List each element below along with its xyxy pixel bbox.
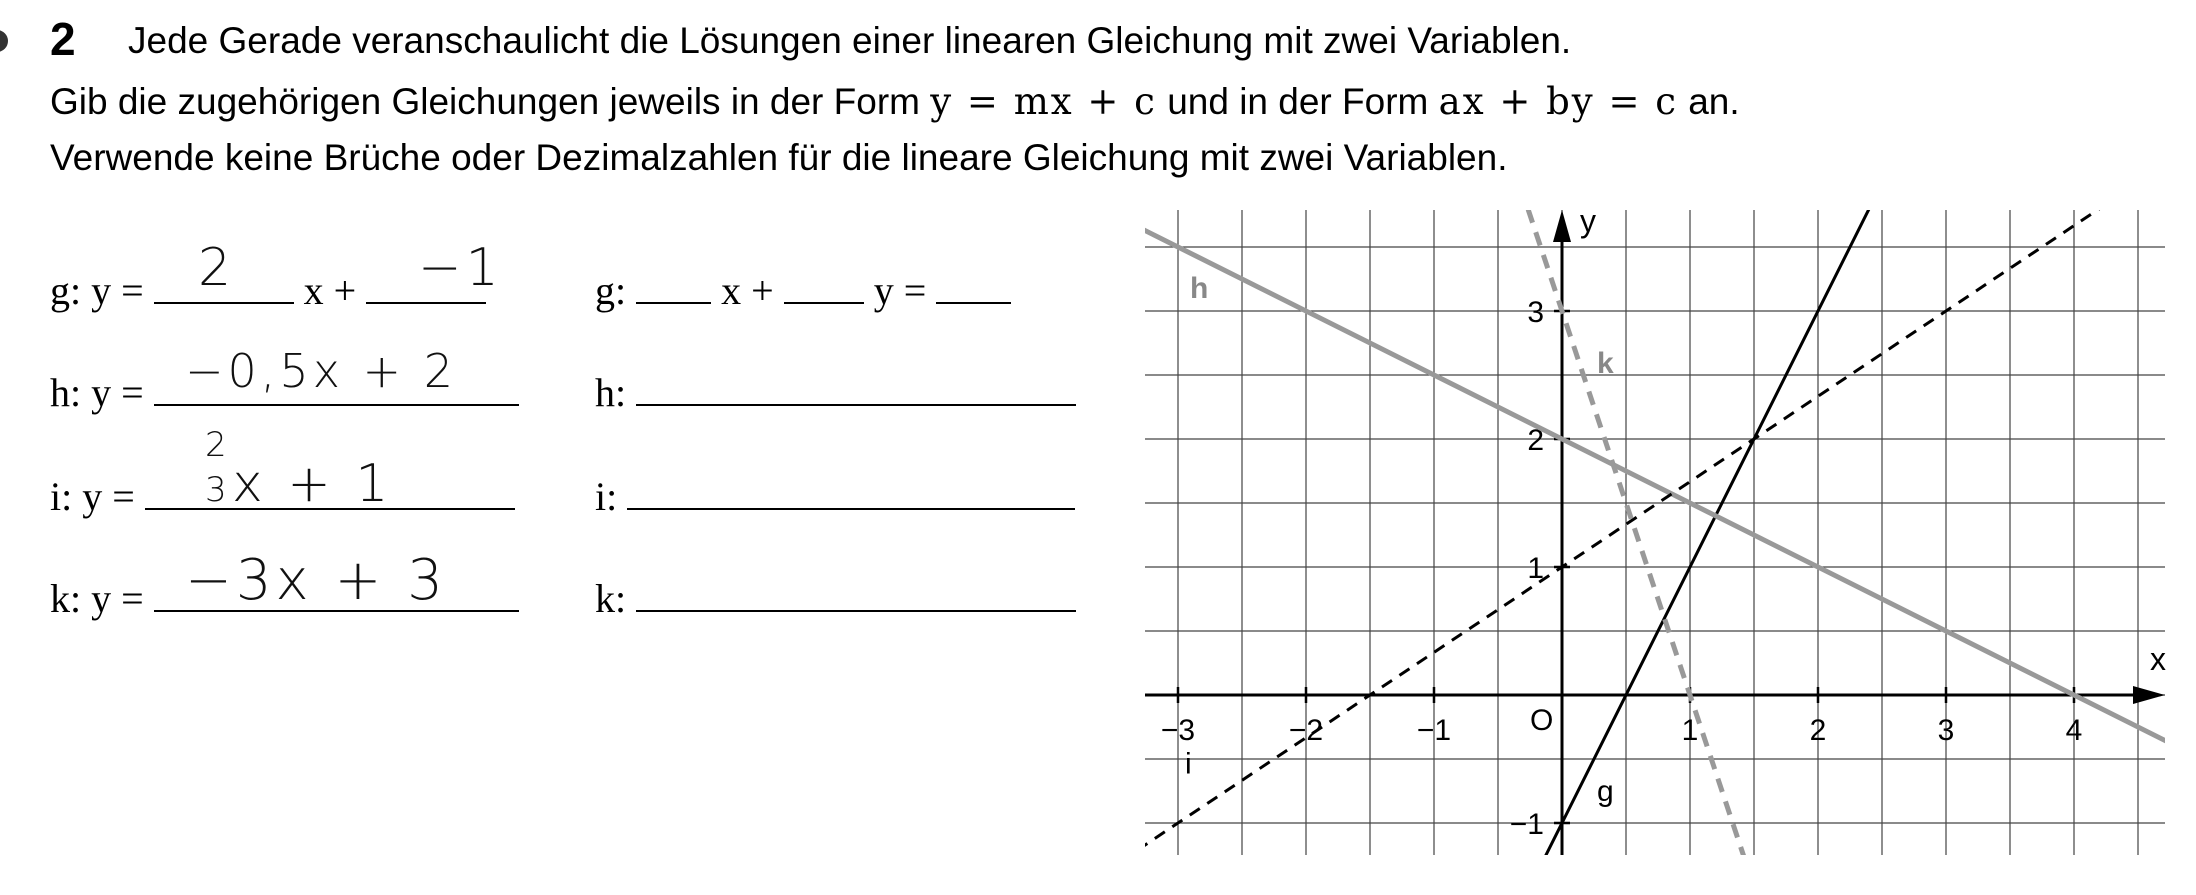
x-tick-label: −1 bbox=[1416, 714, 1452, 747]
row-prefix: g: y = bbox=[50, 268, 144, 313]
line-label-k: k bbox=[1597, 347, 1614, 380]
line-label-g: g bbox=[1597, 775, 1614, 808]
x-axis-arrow bbox=[2133, 686, 2165, 704]
row-middle: x + bbox=[303, 268, 357, 313]
y-axis-label: y bbox=[1580, 203, 1596, 239]
line-g bbox=[1050, 0, 2196, 895]
origin-label: O bbox=[1530, 704, 1554, 737]
line-i bbox=[1050, 55, 2196, 895]
form-slope-intercept: y = mx + c bbox=[930, 80, 1157, 123]
row-prefix: h: bbox=[595, 370, 627, 415]
handwritten-answer: x + 1 bbox=[232, 454, 393, 514]
row-middle: y = bbox=[873, 268, 927, 313]
y-axis-arrow bbox=[1553, 210, 1571, 242]
line-label-h: h bbox=[1190, 272, 1209, 305]
row-middle: x + bbox=[721, 268, 774, 313]
handwritten-answer: −1 bbox=[418, 238, 503, 298]
x-tick-label: 2 bbox=[1809, 714, 1827, 747]
handwritten-fraction-denominator: 3 bbox=[205, 470, 231, 510]
instruction-text: Gib die zugehörigen Gleichungen jeweils in der Form bbox=[50, 81, 920, 122]
x-tick-label: 1 bbox=[1681, 714, 1699, 747]
task-instruction-line3: Verwende keine Brüche oder Dezimalzahlen für die lineare Gleichung mit zwei Variablen. bbox=[50, 137, 1508, 178]
row-prefix: k: bbox=[595, 576, 627, 621]
handwritten-fraction-numerator: 2 bbox=[205, 425, 231, 465]
line-k bbox=[1050, 0, 2196, 895]
x-axis-label: x bbox=[2150, 641, 2166, 677]
handwritten-answer: −3x + 3 bbox=[185, 548, 447, 613]
y-tick-label: 2 bbox=[1527, 424, 1544, 457]
x-tick-label: −2 bbox=[1288, 714, 1324, 747]
x-tick-label: 4 bbox=[2065, 714, 2083, 747]
y-tick-label: 3 bbox=[1527, 296, 1544, 329]
instruction-text: an. bbox=[1688, 81, 1740, 122]
handwritten-answer: −0,5x + 2 bbox=[185, 344, 457, 398]
form-standard: ax + by = c bbox=[1438, 80, 1678, 123]
handwritten-answer: 2 bbox=[198, 238, 236, 298]
task-instruction-line1: Jede Gerade veranschaulicht die Lösungen einer linearen Gleichung mit zwei Variablen. bbox=[128, 20, 1572, 61]
x-tick-label: 3 bbox=[1937, 714, 1955, 747]
line-label-i: i bbox=[1185, 747, 1192, 781]
y-tick-label: −1 bbox=[1509, 808, 1544, 841]
row-prefix: k: y = bbox=[50, 576, 144, 621]
row-prefix: g: bbox=[595, 268, 627, 313]
y-tick-label: 1 bbox=[1527, 552, 1544, 585]
row-prefix: i: y = bbox=[50, 474, 135, 519]
row-prefix: h: y = bbox=[50, 370, 144, 415]
instruction-text: und in der Form bbox=[1167, 81, 1429, 122]
x-tick-label: −3 bbox=[1160, 714, 1196, 747]
task-number: 2 bbox=[50, 13, 76, 65]
row-prefix: i: bbox=[595, 474, 618, 519]
